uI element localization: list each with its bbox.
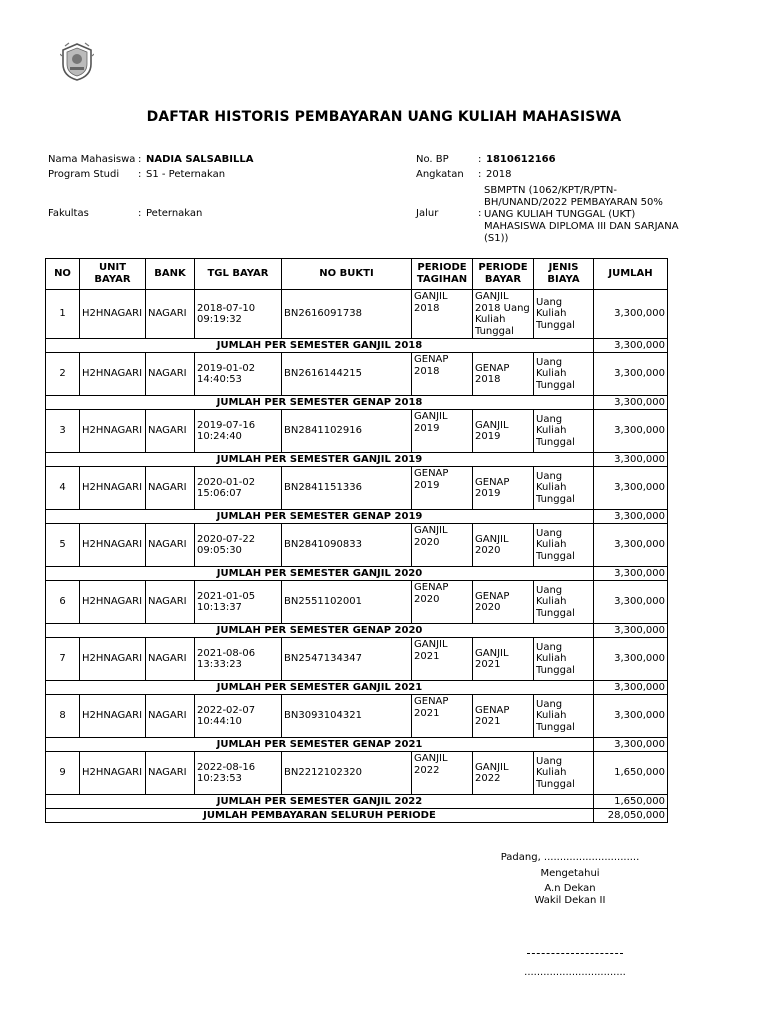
cell-unit-bayar: H2HNAGARI bbox=[80, 638, 146, 681]
semester-subtotal-row bbox=[46, 339, 668, 353]
cell-unit-bayar: H2HNAGARI bbox=[80, 467, 146, 510]
table-row bbox=[46, 524, 668, 567]
program-value: S1 - Peternakan bbox=[146, 169, 226, 180]
column-header: TGL BAYAR bbox=[195, 259, 282, 290]
cell-no-bukti: BN2841090833 bbox=[282, 524, 412, 567]
cell-no-bukti: BN2547134347 bbox=[282, 638, 412, 681]
semester-subtotal-row bbox=[46, 795, 668, 809]
cell-jumlah: 3,300,000 bbox=[594, 638, 668, 681]
column-header: JENIS BIAYA bbox=[534, 259, 594, 290]
cell-tgl-bayar: 2021-01-05 10:13:37 bbox=[195, 581, 282, 624]
cell-periode-tagihan: GENAP 2021 bbox=[412, 695, 473, 738]
cell-unit-bayar: H2HNAGARI bbox=[80, 410, 146, 453]
semester-subtotal-row bbox=[46, 396, 668, 410]
colon: : bbox=[138, 208, 142, 219]
column-header: PERIODE BAYAR bbox=[473, 259, 534, 290]
faculty-value: Peternakan bbox=[146, 208, 203, 219]
cell-bank: NAGARI bbox=[146, 467, 195, 510]
bp-label: No. BP bbox=[416, 154, 449, 165]
cell-unit-bayar: H2HNAGARI bbox=[80, 353, 146, 396]
cell-tgl-bayar: 2020-01-02 15:06:07 bbox=[195, 467, 282, 510]
table-row bbox=[46, 410, 668, 453]
subtotal-value: 3,300,000 bbox=[594, 567, 668, 581]
signature-an: A.n Dekan bbox=[544, 883, 596, 894]
subtotal-value: 3,300,000 bbox=[594, 738, 668, 752]
signature-dots: ................................ bbox=[524, 967, 626, 978]
name-label: Nama Mahasiswa bbox=[48, 154, 136, 165]
column-header: BANK bbox=[146, 259, 195, 290]
program-label: Program Studi bbox=[48, 169, 120, 180]
colon: : bbox=[138, 169, 142, 180]
subtotal-value: 3,300,000 bbox=[594, 453, 668, 467]
table-body bbox=[46, 290, 668, 823]
subtotal-label: JUMLAH PER SEMESTER GANJIL 2020 bbox=[46, 567, 594, 581]
cell-periode-bayar: GENAP 2018 bbox=[473, 353, 534, 396]
cell-tgl-bayar: 2022-02-07 10:44:10 bbox=[195, 695, 282, 738]
cell-jenis-biaya: Uang Kuliah Tunggal bbox=[534, 752, 594, 795]
cell-no: 7 bbox=[46, 638, 80, 681]
cell-jumlah: 3,300,000 bbox=[594, 581, 668, 624]
cell-no: 4 bbox=[46, 467, 80, 510]
column-header: NO bbox=[46, 259, 80, 290]
subtotal-value: 3,300,000 bbox=[594, 396, 668, 410]
cell-periode-tagihan: GANJIL 2020 bbox=[412, 524, 473, 567]
cell-periode-bayar: GENAP 2019 bbox=[473, 467, 534, 510]
subtotal-label: JUMLAH PER SEMESTER GANJIL 2022 bbox=[46, 795, 594, 809]
cell-tgl-bayar: 2020-07-22 09:05:30 bbox=[195, 524, 282, 567]
subtotal-label: JUMLAH PER SEMESTER GANJIL 2018 bbox=[46, 339, 594, 353]
cell-jenis-biaya: Uang Kuliah Tunggal bbox=[534, 638, 594, 681]
subtotal-label: JUMLAH PER SEMESTER GENAP 2020 bbox=[46, 624, 594, 638]
subtotal-value: 1,650,000 bbox=[594, 795, 668, 809]
table-row bbox=[46, 353, 668, 396]
cell-periode-tagihan: GANJIL 2022 bbox=[412, 752, 473, 795]
angkatan-value: 2018 bbox=[486, 169, 512, 180]
cell-jumlah: 3,300,000 bbox=[594, 524, 668, 567]
semester-subtotal-row bbox=[46, 738, 668, 752]
cell-jumlah: 3,300,000 bbox=[594, 410, 668, 453]
cell-jumlah: 3,300,000 bbox=[594, 353, 668, 396]
cell-tgl-bayar: 2019-01-02 14:40:53 bbox=[195, 353, 282, 396]
cell-periode-bayar: GANJIL 2021 bbox=[473, 638, 534, 681]
cell-no-bukti: BN3093104321 bbox=[282, 695, 412, 738]
cell-no-bukti: BN2616144215 bbox=[282, 353, 412, 396]
colon: : bbox=[138, 154, 142, 165]
jalur-label: Jalur bbox=[416, 208, 439, 219]
colon: : bbox=[478, 169, 482, 180]
table-header-row bbox=[46, 259, 668, 290]
faculty-label: Fakultas bbox=[48, 208, 89, 219]
cell-periode-tagihan: GANJIL 2019 bbox=[412, 410, 473, 453]
cell-unit-bayar: H2HNAGARI bbox=[80, 695, 146, 738]
signature-role: Wakil Dekan II bbox=[534, 895, 606, 906]
cell-jenis-biaya: Uang Kuliah Tunggal bbox=[534, 467, 594, 510]
cell-periode-bayar: GENAP 2021 bbox=[473, 695, 534, 738]
table-row bbox=[46, 638, 668, 681]
cell-bank: NAGARI bbox=[146, 695, 195, 738]
payment-history-table bbox=[45, 258, 668, 823]
table-row bbox=[46, 290, 668, 339]
subtotal-label: JUMLAH PER SEMESTER GENAP 2019 bbox=[46, 510, 594, 524]
cell-no-bukti: BN2212102320 bbox=[282, 752, 412, 795]
cell-periode-bayar: GANJIL 2022 bbox=[473, 752, 534, 795]
cell-no: 2 bbox=[46, 353, 80, 396]
table-row bbox=[46, 752, 668, 795]
cell-no-bukti: BN2841102916 bbox=[282, 410, 412, 453]
cell-unit-bayar: H2HNAGARI bbox=[80, 581, 146, 624]
cell-tgl-bayar: 2021-08-06 13:33:23 bbox=[195, 638, 282, 681]
cell-periode-bayar: GANJIL 2018 Uang Kuliah Tunggal bbox=[473, 290, 534, 339]
subtotal-label: JUMLAH PER SEMESTER GENAP 2018 bbox=[46, 396, 594, 410]
cell-no: 1 bbox=[46, 290, 80, 339]
semester-subtotal-row bbox=[46, 510, 668, 524]
cell-jenis-biaya: Uang Kuliah Tunggal bbox=[534, 353, 594, 396]
table-row bbox=[46, 467, 668, 510]
column-header: JUMLAH bbox=[594, 259, 668, 290]
cell-bank: NAGARI bbox=[146, 524, 195, 567]
column-header: NO BUKTI bbox=[282, 259, 412, 290]
semester-subtotal-row bbox=[46, 453, 668, 467]
cell-no-bukti: BN2841151336 bbox=[282, 467, 412, 510]
cell-no: 6 bbox=[46, 581, 80, 624]
cell-jumlah: 3,300,000 bbox=[594, 290, 668, 339]
cell-tgl-bayar: 2019-07-16 10:24:40 bbox=[195, 410, 282, 453]
subtotal-label: JUMLAH PER SEMESTER GANJIL 2019 bbox=[46, 453, 594, 467]
column-header: UNIT BAYAR bbox=[80, 259, 146, 290]
bp-value: 1810612166 bbox=[486, 154, 556, 165]
semester-subtotal-row bbox=[46, 567, 668, 581]
cell-bank: NAGARI bbox=[146, 353, 195, 396]
signature-line bbox=[527, 953, 623, 954]
cell-periode-tagihan: GANJIL 2021 bbox=[412, 638, 473, 681]
subtotal-label: JUMLAH PER SEMESTER GENAP 2021 bbox=[46, 738, 594, 752]
colon: : bbox=[478, 154, 482, 165]
cell-unit-bayar: H2HNAGARI bbox=[80, 290, 146, 339]
subtotal-value: 3,300,000 bbox=[594, 339, 668, 353]
cell-jenis-biaya: Uang Kuliah Tunggal bbox=[534, 581, 594, 624]
semester-subtotal-row bbox=[46, 681, 668, 695]
cell-no: 8 bbox=[46, 695, 80, 738]
cell-jenis-biaya: Uang Kuliah Tunggal bbox=[534, 410, 594, 453]
cell-no-bukti: BN2616091738 bbox=[282, 290, 412, 339]
cell-periode-bayar: GANJIL 2020 bbox=[473, 524, 534, 567]
subtotal-value: 3,300,000 bbox=[594, 510, 668, 524]
signature-place: Padang, .............................. bbox=[500, 852, 640, 863]
cell-jumlah: 3,300,000 bbox=[594, 467, 668, 510]
cell-jumlah: 1,650,000 bbox=[594, 752, 668, 795]
cell-no: 9 bbox=[46, 752, 80, 795]
cell-bank: NAGARI bbox=[146, 581, 195, 624]
page-title: DAFTAR HISTORIS PEMBAYARAN UANG KULIAH MAHASISWA bbox=[146, 109, 622, 125]
cell-periode-tagihan: GENAP 2018 bbox=[412, 353, 473, 396]
angkatan-label: Angkatan bbox=[416, 169, 464, 180]
jalur-value: SBMPTN (1062/KPT/R/PTN-BH/UNAND/2022 PEMBAYARAN 50% UANG KULIAH TUNGGAL (UKT) MAHASISWA DIPLOMA III DAN SARJANA (S1)) bbox=[484, 185, 679, 244]
cell-periode-bayar: GENAP 2020 bbox=[473, 581, 534, 624]
table-row bbox=[46, 695, 668, 738]
subtotal-label: JUMLAH PER SEMESTER GANJIL 2021 bbox=[46, 681, 594, 695]
grand-total-value: 28,050,000 bbox=[594, 809, 668, 823]
subtotal-value: 3,300,000 bbox=[594, 624, 668, 638]
cell-jumlah: 3,300,000 bbox=[594, 695, 668, 738]
university-emblem-icon bbox=[60, 42, 94, 82]
cell-unit-bayar: H2HNAGARI bbox=[80, 524, 146, 567]
signature-mengetahui: Mengetahui bbox=[540, 868, 600, 879]
cell-tgl-bayar: 2022-08-16 10:23:53 bbox=[195, 752, 282, 795]
grand-total-row bbox=[46, 809, 668, 823]
grand-total-label: JUMLAH PEMBAYARAN SELURUH PERIODE bbox=[46, 809, 594, 823]
cell-periode-tagihan: GENAP 2019 bbox=[412, 467, 473, 510]
colon: : bbox=[478, 208, 482, 219]
cell-no-bukti: BN2551102001 bbox=[282, 581, 412, 624]
table-row bbox=[46, 581, 668, 624]
cell-bank: NAGARI bbox=[146, 752, 195, 795]
cell-periode-tagihan: GANJIL 2018 bbox=[412, 290, 473, 339]
cell-no: 3 bbox=[46, 410, 80, 453]
cell-jenis-biaya: Uang Kuliah Tunggal bbox=[534, 695, 594, 738]
cell-no: 5 bbox=[46, 524, 80, 567]
name-value: NADIA SALSABILLA bbox=[146, 154, 254, 165]
column-header: PERIODE TAGIHAN bbox=[412, 259, 473, 290]
cell-jenis-biaya: Uang Kuliah Tunggal bbox=[534, 524, 594, 567]
cell-bank: NAGARI bbox=[146, 290, 195, 339]
cell-bank: NAGARI bbox=[146, 638, 195, 681]
cell-tgl-bayar: 2018-07-10 09:19:32 bbox=[195, 290, 282, 339]
cell-bank: NAGARI bbox=[146, 410, 195, 453]
cell-periode-bayar: GANJIL 2019 bbox=[473, 410, 534, 453]
semester-subtotal-row bbox=[46, 624, 668, 638]
cell-unit-bayar: H2HNAGARI bbox=[80, 752, 146, 795]
cell-jenis-biaya: Uang Kuliah Tunggal bbox=[534, 290, 594, 339]
cell-periode-tagihan: GENAP 2020 bbox=[412, 581, 473, 624]
subtotal-value: 3,300,000 bbox=[594, 681, 668, 695]
